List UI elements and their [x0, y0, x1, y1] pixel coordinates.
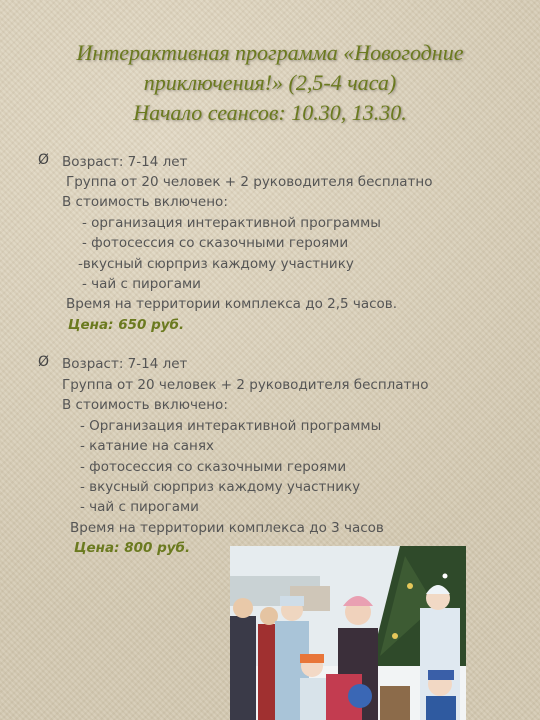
program-2-price: Цена: 800 руб. — [74, 540, 191, 556]
program-1-item: - организация интерактивной программы — [82, 215, 381, 231]
title-line-1: Интерактивная программа «Новогодние — [76, 40, 464, 65]
program-2-included: В стоимость включено: — [62, 397, 228, 413]
page-title — [30, 38, 510, 128]
program-1-group: Группа от 20 человек + 2 руководителя бесплатно — [66, 174, 433, 190]
program-2-item: - фотосессия со сказочными героями — [80, 459, 347, 475]
winter-festival-photo — [230, 546, 466, 720]
bullet-arrow-icon: Ø — [38, 152, 50, 168]
program-1-item: - фотосессия со сказочными героями — [82, 235, 349, 251]
program-1-time: Время на территории комплекса до 2,5 часов. — [66, 296, 398, 312]
program-2-item: - вкусный сюрприз каждому участнику — [80, 479, 361, 495]
program-1-item: - чай с пирогами — [82, 276, 201, 292]
program-2-time: Время на территории комплекса до 3 часов — [70, 520, 384, 536]
program-1-included: В стоимость включено: — [62, 194, 228, 210]
program-2-group: Группа от 20 человек + 2 руководителя бесплатно — [62, 377, 429, 393]
program-2-age: Возраст: 7-14 лет — [62, 356, 188, 372]
title-line-3: Начало сеансов: 10.30, 13.30. — [133, 100, 407, 125]
program-2-item: - Организация интерактивной программы — [80, 418, 382, 434]
program-1-age: Возраст: 7-14 лет — [62, 154, 188, 170]
title-line-2: приключения!» (2,5-4 часа) — [143, 70, 397, 95]
program-1-price: Цена: 650 руб. — [68, 317, 185, 333]
bullet-arrow-icon: Ø — [38, 354, 50, 370]
program-2-item: - катание на санях — [80, 438, 214, 454]
program-1-item: -вкусный сюрприз каждому участнику — [78, 256, 354, 272]
program-2-item: - чай с пирогами — [80, 499, 199, 515]
